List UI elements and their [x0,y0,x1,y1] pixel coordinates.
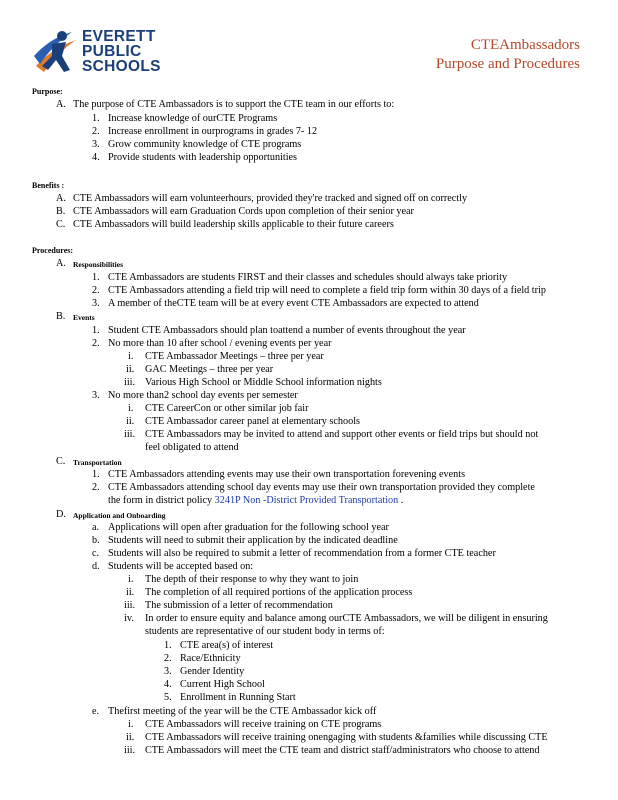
list-item: In order to ensure equity and balance among ourCTE Ambassadors, we will be diligent in ensuring [145,613,548,624]
list-marker: ii. [126,732,135,743]
everett-public-schools-logo [32,26,172,82]
list-item: Various High School or Middle School information nights [145,377,382,388]
list-marker: iii. [124,745,136,756]
list-marker: i. [128,403,134,414]
list-item: No more than2 school day events per semester [108,390,298,401]
purpose-item: Grow community knowledge of CTE programs [108,139,302,150]
list-marker: e. [92,706,100,717]
list-item-continuation [108,495,403,507]
purpose-heading: Purpose: [32,87,63,96]
policy-link[interactable]: 3241P Non -District Provided Transportation [214,495,399,506]
list-marker: 2. [164,653,172,664]
list-item: Current High School [180,679,265,690]
list-item: Enrollment in Running Start [180,692,296,703]
runner-icon [32,26,82,82]
list-item: CTE Ambassadors may be invited to attend and support other events or field trips but should not [145,429,539,440]
purpose-item-marker: 1. [92,113,100,124]
section-title-responsibilities: Responsibilities [73,260,124,269]
purpose-a-marker: A. [56,99,66,110]
purpose-item-marker: 4. [92,152,100,163]
section-title-transportation: Transportation [73,458,122,467]
list-marker: b. [92,535,100,546]
list-item: No more than 10 after school / evening events per year [108,338,332,349]
list-marker: ii. [126,587,135,598]
purpose-item-marker: 2. [92,126,100,137]
benefit-marker: C. [56,219,66,230]
logo-line-3: SCHOOLS [82,58,161,75]
section-title-events: Events [73,313,95,322]
list-marker: iii. [124,377,136,388]
list-item-continuation: students are representative of our student body in terms of: [145,626,385,637]
list-marker: c. [92,548,100,559]
list-marker: iii. [124,600,136,611]
list-item: The submission of a letter of recommendation [145,600,333,611]
list-item: CTE Ambassadors attending school day events may use their own transportation provided they complete [108,482,535,493]
list-marker: d. [92,561,100,572]
benefits-heading: Benefits : [32,181,65,190]
list-item: CTE Ambassadors attending events may use their own transportation forevening events [108,469,466,480]
list-item: CTE Ambassadors will receive training on CTE programs [145,719,382,730]
list-marker: iv. [124,613,134,624]
list-marker: iii. [124,429,136,440]
list-marker: 3. [92,298,100,309]
list-marker: 2. [92,285,100,296]
list-item: GAC Meetings – three per year [145,364,274,375]
procedures-heading: Procedures: [32,246,74,255]
list-marker: 2. [92,482,100,493]
list-marker: i. [128,351,134,362]
list-item: Gender Identity [180,666,245,677]
list-item: The depth of their response to why they want to join [145,574,359,585]
list-marker: 2. [92,338,100,349]
list-marker: 3. [164,666,172,677]
list-item: Students will need to submit their application by the indicated deadline [108,535,398,546]
list-marker: 4. [164,679,172,690]
purpose-item: Provide students with leadership opportunities [108,152,298,163]
list-item: Students will also be required to submit a letter of recommendation from a former CTE teacher [108,548,496,559]
list-item: CTE Ambassador Meetings – three per year [145,351,324,362]
logo-line-1: EVERETT [82,28,156,45]
list-item: CTE Ambassadors attending a field trip will need to complete a field trip form within 30 days of a field trip [108,285,546,296]
list-marker: ii. [126,364,135,375]
list-marker: 1. [164,640,172,651]
title-line-1: CTEAmbassadors [470,37,580,53]
logo-line-2: PUBLIC [82,43,142,60]
list-item: Student CTE Ambassadors should plan toattend a number of events throughout the year [108,325,466,336]
list-marker: a. [92,522,100,533]
section-marker: B. [56,311,66,322]
list-item: CTE Ambassadors will receive training onengaging with students &families while discussing CTE [145,732,548,743]
purpose-a-text: The purpose of CTE Ambassadors is to support the CTE team in our efforts to: [73,99,395,110]
benefit-item: CTE Ambassadors will build leadership skills applicable to their future careers [73,219,394,230]
list-marker: 1. [92,272,100,283]
list-marker: ii. [126,416,135,427]
purpose-item-marker: 3. [92,139,100,150]
benefit-marker: A. [56,193,66,204]
benefit-marker: B. [56,206,66,217]
list-marker: 1. [92,325,100,336]
section-marker: D. [56,509,66,520]
list-item: Applications will open after graduation for the following school year [108,522,389,533]
list-item: Thefirst meeting of the year will be the CTE Ambassador kick off [108,706,377,717]
section-marker: A. [56,258,66,269]
document-title [436,36,580,74]
list-marker: 3. [92,390,100,401]
policy-prefix: the form in district policy [108,495,215,506]
list-item: CTE Ambassador career panel at elementary schools [145,416,360,427]
list-item: CTE Ambassadors will meet the CTE team and district staff/administrators who choose to attend [145,745,540,756]
list-marker: i. [128,719,134,730]
list-item: Students will be accepted based on: [108,561,254,572]
list-marker: 5. [164,692,172,703]
benefit-item: CTE Ambassadors will earn Graduation Cords upon completion of their senior year [73,206,414,217]
list-marker: i. [128,574,134,585]
list-marker: 1. [92,469,100,480]
title-line-2: Purpose and Procedures [435,56,580,72]
list-item: CTE CareerCon or other similar job fair [145,403,309,414]
section-marker: C. [56,456,66,467]
logo-wordmark [82,29,161,74]
list-item: Race/Ethnicity [180,653,241,664]
list-item: The completion of all required portions of the application process [145,587,413,598]
list-item: CTE Ambassadors are students FIRST and their classes and schedules should always take priority [108,272,508,283]
policy-suffix: . [398,495,404,506]
section-title-application-onboarding: Application and Onboarding [73,511,166,520]
list-item: A member of theCTE team will be at every event CTE Ambassadors are expected to attend [108,298,479,309]
benefit-item: CTE Ambassadors will earn volunteerhours, provided they're tracked and signed off on correctly [73,193,468,204]
purpose-item: Increase knowledge of ourCTE Programs [108,113,278,124]
purpose-item: Increase enrollment in ourprograms in grades 7- 12 [108,126,318,137]
list-item-continuation: feel obligated to attend [145,442,239,453]
list-item: CTE area(s) of interest [180,640,274,651]
